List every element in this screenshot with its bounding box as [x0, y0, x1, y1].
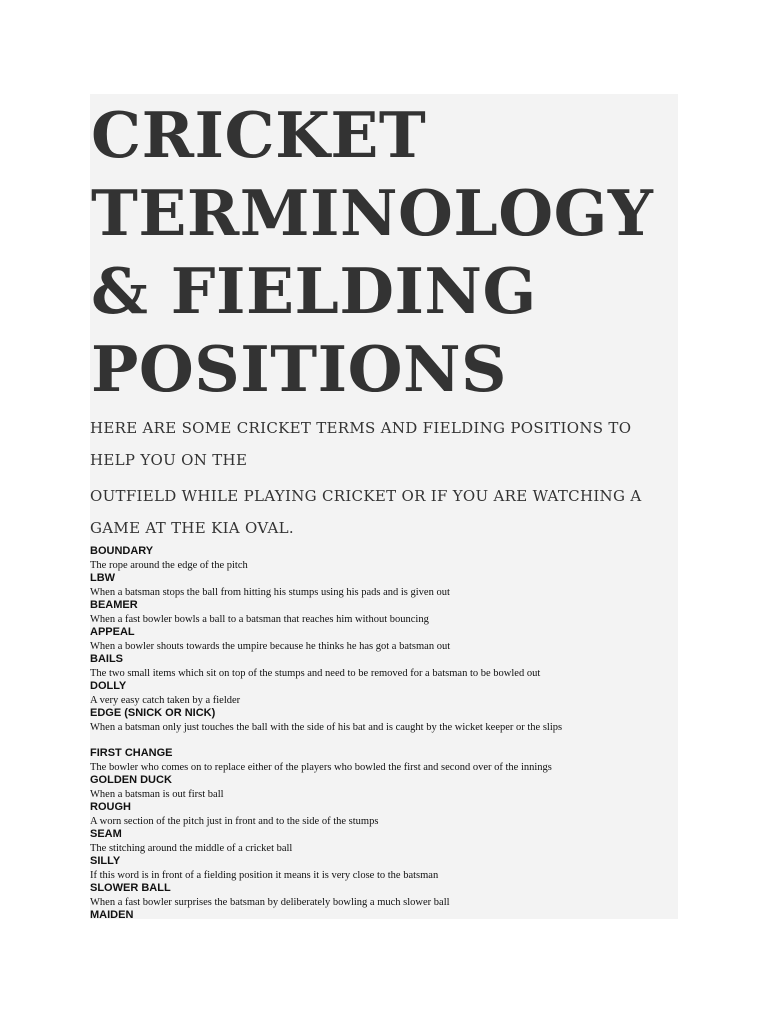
title-line: & FIELDING: [91, 254, 537, 328]
term-entry: [90, 626, 678, 653]
term-entry: [90, 774, 678, 801]
term-definition: When a bowler shouts towards the umpire because he thinks he has got a batsman out: [90, 640, 451, 652]
term-definition: A worn section of the pitch just in front and to the side of the stumps: [90, 815, 379, 827]
term-entry: [90, 801, 678, 828]
term-name: GOLDEN DUCK: [90, 774, 172, 786]
term-definition: The bowler who comes on to replace either of the players who bowled the first and second over of the innings: [90, 761, 552, 773]
term-definition: When a batsman only just touches the ball with the side of his bat and is caught by the wicket keeper or the slips: [90, 721, 563, 733]
title-line: CRICKET: [91, 98, 427, 172]
term-definition: When a batsman is out first ball: [90, 788, 224, 800]
term-definition: When a fast bowler bowls a ball to a batsman that reaches him without bouncing: [90, 613, 429, 625]
term-entry: [90, 882, 678, 909]
intro-paragraph: OUTFIELD WHILE PLAYING CRICKET OR IF YOU ARE WATCHING A GAME AT THE KIA OVAL.: [90, 487, 642, 537]
title-line: POSITIONS: [91, 332, 508, 406]
term-name: FIRST CHANGE: [90, 747, 173, 759]
term-entry: [90, 545, 678, 572]
term-name: EDGE (SNICK OR NICK): [90, 707, 216, 719]
term-definition: The rope around the edge of the pitch: [90, 559, 248, 571]
term-name: DOLLY: [90, 680, 127, 692]
term-name: ROUGH: [90, 801, 131, 813]
term-definition: The two small items which sit on top of the stumps and need to be removed for a batsman to be bowled out: [90, 667, 541, 679]
term-definition: The stitching around the middle of a cricket ball: [90, 842, 293, 854]
intro-section: [90, 412, 678, 544]
term-name: BAILS: [90, 653, 123, 665]
term-entry: [90, 707, 678, 734]
term-name: BOUNDARY: [90, 545, 154, 557]
term-name: MAIDEN: [90, 909, 134, 919]
document-page: [90, 94, 678, 919]
term-name: SILLY: [90, 855, 121, 867]
term-name: SLOWER BALL: [90, 882, 171, 894]
term-entry: [90, 680, 678, 707]
term-entry: [90, 855, 678, 882]
term-entry: [90, 909, 678, 919]
term-entry: [90, 747, 678, 774]
term-name: LBW: [90, 572, 116, 584]
term-definition: When a fast bowler surprises the batsman by deliberately bowling a much slower ball: [90, 896, 450, 908]
term-entry: [90, 599, 678, 626]
title-line: TERMINOLOGY: [91, 176, 654, 250]
term-definition: A very easy catch taken by a fielder: [90, 694, 241, 706]
terms-list: [90, 545, 678, 919]
term-entry: [90, 572, 678, 599]
intro-paragraph: HERE ARE SOME CRICKET TERMS AND FIELDING POSITIONS TO HELP YOU ON THE: [90, 419, 632, 469]
term-entry: [90, 828, 678, 855]
term-entry: [90, 653, 678, 680]
term-name: APPEAL: [90, 626, 135, 638]
term-definition: If this word is in front of a fielding position it means it is very close to the batsman: [90, 869, 439, 881]
term-name: SEAM: [90, 828, 122, 840]
term-name: BEAMER: [90, 599, 138, 611]
document-title: [91, 96, 678, 408]
term-definition: When a batsman stops the ball from hitting his stumps using his pads and is given out: [90, 586, 450, 598]
